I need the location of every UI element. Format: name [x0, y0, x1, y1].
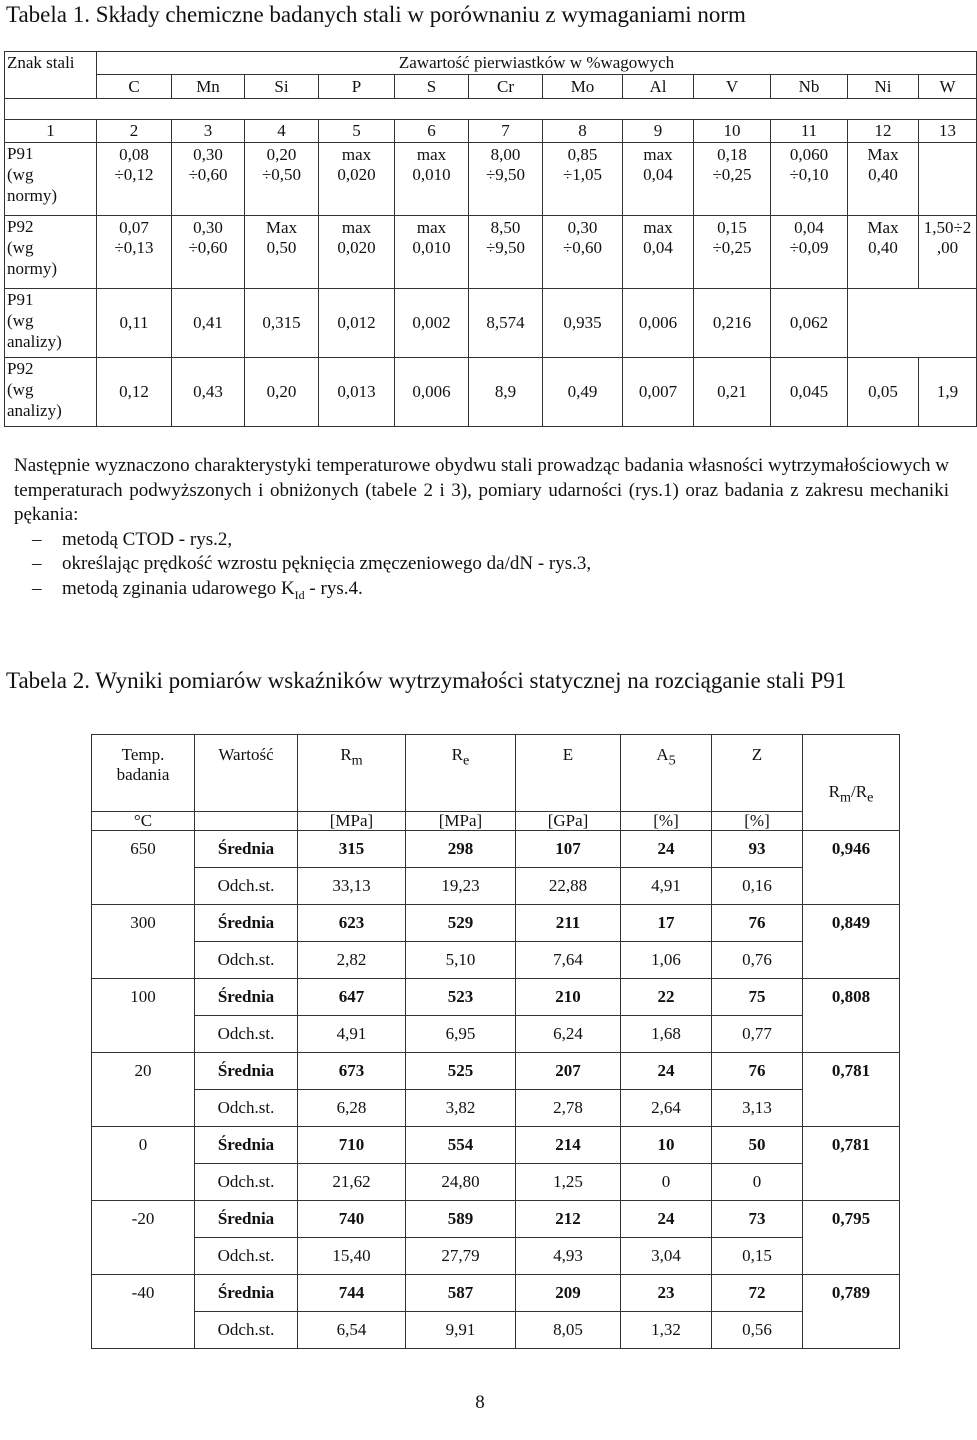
table-row	[92, 979, 900, 1016]
composition-cell: 0,012	[319, 289, 395, 358]
sd-value: 22,88	[516, 868, 621, 905]
table-row	[5, 143, 977, 216]
table-row	[92, 831, 900, 868]
table-row	[92, 1275, 900, 1312]
sd-label: Odch.st.	[195, 1312, 298, 1349]
composition-cell: 8,50 ÷9,50	[469, 216, 543, 289]
composition-cell: 0,013	[319, 358, 395, 427]
element-header: Mn	[172, 75, 245, 99]
unit-cell: [%]	[712, 812, 803, 831]
mean-value: 23	[621, 1275, 712, 1312]
table-row	[92, 1201, 900, 1238]
composition-cell: 8,00 ÷9,50	[469, 143, 543, 216]
mean-label: Średnia	[195, 1275, 298, 1312]
sd-value: 0,76	[712, 942, 803, 979]
sd-value: 8,05	[516, 1312, 621, 1349]
composition-cell: 0,20 ÷0,50	[245, 143, 319, 216]
element-content-header: Zawartość pierwiastków w %wagowych	[97, 52, 977, 75]
column-number: 7	[469, 120, 543, 143]
mean-value: 72	[712, 1275, 803, 1312]
table1-caption: Tabela 1. Składy chemiczne badanych stali w porównaniu z wymaganiami norm	[6, 2, 746, 27]
methods-list	[14, 528, 949, 607]
temperature-cell: 20	[92, 1053, 195, 1090]
temperature-cell-empty	[92, 1312, 195, 1349]
temperature-cell-empty	[92, 1164, 195, 1201]
column-number: 4	[245, 120, 319, 143]
mean-value: 209	[516, 1275, 621, 1312]
ratio-cell-empty	[803, 1238, 900, 1275]
sd-value: 4,91	[621, 868, 712, 905]
ratio-cell-empty	[803, 942, 900, 979]
ratio-cell-empty	[803, 868, 900, 905]
ratio-value: 0,849	[803, 905, 900, 942]
mean-value: 76	[712, 1053, 803, 1090]
composition-cell: Max 0,50	[245, 216, 319, 289]
sd-value: 2,82	[298, 942, 406, 979]
composition-cell: 0,49	[543, 358, 623, 427]
steel-grade-cell: P91 (wg normy)	[5, 143, 97, 216]
re-header: $R_e$	[406, 735, 516, 812]
sd-label: Odch.st.	[195, 1016, 298, 1053]
composition-cell: 0,062	[771, 289, 848, 358]
column-number: 9	[623, 120, 694, 143]
table-row	[92, 1090, 900, 1127]
temperature-cell: 0	[92, 1127, 195, 1164]
steel-grade-cell: P92 (wg analizy)	[5, 358, 97, 427]
sd-label: Odch.st.	[195, 1238, 298, 1275]
sd-label: Odch.st.	[195, 942, 298, 979]
composition-cell: 0,060 ÷0,10	[771, 143, 848, 216]
sd-value: 0,15	[712, 1238, 803, 1275]
element-header: C	[97, 75, 172, 99]
table-row	[92, 1053, 900, 1090]
composition-cell: 0,006	[623, 289, 694, 358]
element-header: P	[319, 75, 395, 99]
composition-cell: 8,574	[469, 289, 543, 358]
element-header: Si	[245, 75, 319, 99]
sd-value: 27,79	[406, 1238, 516, 1275]
column-number: 10	[694, 120, 771, 143]
composition-cell: 0,045	[771, 358, 848, 427]
table-row	[92, 1127, 900, 1164]
mean-value: 207	[516, 1053, 621, 1090]
composition-cell	[919, 143, 977, 216]
rm-header: $R_m$	[298, 735, 406, 812]
mean-value: 523	[406, 979, 516, 1016]
table-row	[92, 868, 900, 905]
composition-cell: 0,15 ÷0,25	[694, 216, 771, 289]
mean-value: 107	[516, 831, 621, 868]
sd-value: 0,16	[712, 868, 803, 905]
steel-grade-cell: P91 (wg analizy)	[5, 289, 97, 358]
column-number: 12	[848, 120, 919, 143]
body-paragraph	[14, 454, 949, 607]
composition-cell: 0,04 ÷0,09	[771, 216, 848, 289]
sd-value: 24,80	[406, 1164, 516, 1201]
composition-cell: 0,41	[172, 289, 245, 358]
sd-value: 1,25	[516, 1164, 621, 1201]
sd-value: 6,28	[298, 1090, 406, 1127]
sd-value: 6,54	[298, 1312, 406, 1349]
ratio-cell-empty	[803, 1312, 900, 1349]
mean-value: 740	[298, 1201, 406, 1238]
composition-cell: 0,43	[172, 358, 245, 427]
temperature-cell-empty	[92, 868, 195, 905]
column-number: 13	[919, 120, 977, 143]
mean-value: 315	[298, 831, 406, 868]
sd-value: 1,68	[621, 1016, 712, 1053]
composition-cell: 0,007	[623, 358, 694, 427]
ratio-value: 0,795	[803, 1201, 900, 1238]
temperature-cell: 650	[92, 831, 195, 868]
unit-cell: [%]	[621, 812, 712, 831]
z-header: Z	[712, 735, 803, 812]
composition-cell: max 0,010	[395, 216, 469, 289]
sd-value: 4,91	[298, 1016, 406, 1053]
sd-value: 6,95	[406, 1016, 516, 1053]
sd-value: 2,64	[621, 1090, 712, 1127]
mean-value: 214	[516, 1127, 621, 1164]
mean-value: 24	[621, 1053, 712, 1090]
element-header: W	[919, 75, 977, 99]
composition-cell: max 0,020	[319, 143, 395, 216]
composition-cell: 0,30 ÷0,60	[172, 143, 245, 216]
temperature-cell: -40	[92, 1275, 195, 1312]
composition-cell: max 0,020	[319, 216, 395, 289]
sd-value: 1,06	[621, 942, 712, 979]
temperature-cell: 300	[92, 905, 195, 942]
composition-cell: 0,12	[97, 358, 172, 427]
sd-label: Odch.st.	[195, 1164, 298, 1201]
sd-value: 21,62	[298, 1164, 406, 1201]
element-header: V	[694, 75, 771, 99]
mean-value: 50	[712, 1127, 803, 1164]
ratio-value: 0,781	[803, 1127, 900, 1164]
sd-value: 4,93	[516, 1238, 621, 1275]
composition-cell: 0,21	[694, 358, 771, 427]
mean-value: 76	[712, 905, 803, 942]
page-number: 8	[475, 1392, 485, 1413]
empty-cell	[848, 289, 977, 358]
mean-label: Średnia	[195, 979, 298, 1016]
composition-cell: 0,935	[543, 289, 623, 358]
table-row	[92, 1164, 900, 1201]
e-header: E	[516, 735, 621, 812]
table-row	[92, 1238, 900, 1275]
mean-value: 211	[516, 905, 621, 942]
composition-cell: 0,315	[245, 289, 319, 358]
temperature-cell-empty	[92, 1016, 195, 1053]
list-item: – metodą CTOD - rys.2,	[14, 528, 949, 553]
chemical-composition-table	[4, 51, 977, 427]
element-header: Cr	[469, 75, 543, 99]
sd-value: 33,13	[298, 868, 406, 905]
table-row	[5, 216, 977, 289]
mean-value: 525	[406, 1053, 516, 1090]
mean-value: 24	[621, 831, 712, 868]
temperature-cell-empty	[92, 1090, 195, 1127]
table-row	[5, 289, 977, 358]
element-header: Mo	[543, 75, 623, 99]
column-number: 6	[395, 120, 469, 143]
mean-value: 93	[712, 831, 803, 868]
composition-cell: 1,50÷2 ,00	[919, 216, 977, 289]
table-row	[92, 905, 900, 942]
mean-label: Średnia	[195, 1127, 298, 1164]
tensile-strength-table	[91, 734, 900, 1349]
column-number: 2	[97, 120, 172, 143]
composition-cell: 0,30 ÷0,60	[172, 216, 245, 289]
header-spacer	[5, 99, 977, 120]
composition-cell: 0,216	[694, 289, 771, 358]
sd-value: 19,23	[406, 868, 516, 905]
table2-caption: Tabela 2. Wyniki pomiarów wskaźników wytrzymałości statycznej na rozciąganie stali P91	[6, 668, 847, 693]
composition-cell: max 0,04	[623, 143, 694, 216]
mean-value: 554	[406, 1127, 516, 1164]
mean-value: 73	[712, 1201, 803, 1238]
mean-label: Średnia	[195, 905, 298, 942]
mean-value: 589	[406, 1201, 516, 1238]
sd-label: Odch.st.	[195, 868, 298, 905]
mean-value: 744	[298, 1275, 406, 1312]
sd-value: 9,91	[406, 1312, 516, 1349]
mean-value: 529	[406, 905, 516, 942]
mean-value: 22	[621, 979, 712, 1016]
column-number: 5	[319, 120, 395, 143]
column-number: 1	[5, 120, 97, 143]
sd-value: 0,77	[712, 1016, 803, 1053]
table-row	[5, 358, 977, 427]
composition-cell: 0,11	[97, 289, 172, 358]
mean-value: 10	[621, 1127, 712, 1164]
column-number: 8	[543, 120, 623, 143]
ratio-value: 0,808	[803, 979, 900, 1016]
composition-cell: max 0,010	[395, 143, 469, 216]
element-header: S	[395, 75, 469, 99]
composition-cell: 0,18 ÷0,25	[694, 143, 771, 216]
table-row	[92, 1312, 900, 1349]
sd-value: 0	[712, 1164, 803, 1201]
element-header: Al	[623, 75, 694, 99]
mean-value: 75	[712, 979, 803, 1016]
composition-cell: 0,85 ÷1,05	[543, 143, 623, 216]
mean-label: Średnia	[195, 1201, 298, 1238]
ratio-value: 0,781	[803, 1053, 900, 1090]
unit-cell: [MPa]	[406, 812, 516, 831]
temperature-cell: -20	[92, 1201, 195, 1238]
sd-label: Odch.st.	[195, 1090, 298, 1127]
sd-value: 0,56	[712, 1312, 803, 1349]
element-header: Nb	[771, 75, 848, 99]
ratio-value: 0,946	[803, 831, 900, 868]
mean-value: 647	[298, 979, 406, 1016]
composition-cell: 1,9	[919, 358, 977, 427]
unit-cell: [GPa]	[516, 812, 621, 831]
ratio-cell-empty	[803, 1164, 900, 1201]
sd-value: 2,78	[516, 1090, 621, 1127]
temperature-cell-empty	[92, 1238, 195, 1275]
composition-cell: 0,08 ÷0,12	[97, 143, 172, 216]
mean-label: Średnia	[195, 1053, 298, 1090]
mean-value: 673	[298, 1053, 406, 1090]
sd-value: 1,32	[621, 1312, 712, 1349]
composition-cell: Max 0,40	[848, 143, 919, 216]
unit-cell	[195, 812, 298, 831]
sd-value: 3,82	[406, 1090, 516, 1127]
value-header: Wartość	[195, 735, 298, 812]
a5-header: $A_5$	[621, 735, 712, 812]
mean-value: 623	[298, 905, 406, 942]
composition-cell: 8,9	[469, 358, 543, 427]
composition-cell: 0,002	[395, 289, 469, 358]
composition-cell: 0,20	[245, 358, 319, 427]
mean-value: 210	[516, 979, 621, 1016]
mean-value: 212	[516, 1201, 621, 1238]
steel-grade-cell: P92 (wg normy)	[5, 216, 97, 289]
temperature-cell: 100	[92, 979, 195, 1016]
ratio-cell-empty	[803, 1090, 900, 1127]
list-item: – określając prędkość wzrostu pęknięcia zmęczeniowego da/dN - rys.3,	[14, 552, 949, 577]
composition-cell: Max 0,40	[848, 216, 919, 289]
column-number: 11	[771, 120, 848, 143]
composition-cell: 0,30 ÷0,60	[543, 216, 623, 289]
mean-value: 710	[298, 1127, 406, 1164]
sd-value: 0	[621, 1164, 712, 1201]
element-header: Ni	[848, 75, 919, 99]
composition-cell: max 0,04	[623, 216, 694, 289]
temperature-cell-empty	[92, 942, 195, 979]
composition-cell: 0,006	[395, 358, 469, 427]
table-row	[92, 942, 900, 979]
mean-label: Średnia	[195, 831, 298, 868]
sd-value: 6,24	[516, 1016, 621, 1053]
mean-value: 587	[406, 1275, 516, 1312]
list-item: – metodą zginania udarowego $K_{Id} - rys.4$.	[14, 577, 949, 607]
mean-value: 298	[406, 831, 516, 868]
temperature-header: Temp. badania	[92, 735, 195, 812]
unit-cell: [MPa]	[298, 812, 406, 831]
composition-cell: 0,07 ÷0,13	[97, 216, 172, 289]
ratio-value: 0,789	[803, 1275, 900, 1312]
unit-cell: °C	[92, 812, 195, 831]
mean-value: 17	[621, 905, 712, 942]
sd-value: 3,13	[712, 1090, 803, 1127]
sd-value: 15,40	[298, 1238, 406, 1275]
mean-value: 24	[621, 1201, 712, 1238]
sd-value: 5,10	[406, 942, 516, 979]
intro-text: Następnie wyznaczono charakterystyki temperaturowe obydwu stali prowadząc badania własności wytrzymałościowych w temperaturach podwyższonych i obniżonych (tabele 2 i 3), pomiary udarności (rys.1) oraz badania z zakresu mechaniki pękania:	[14, 455, 949, 525]
column-number: 3	[172, 120, 245, 143]
ratio-cell-empty	[803, 1016, 900, 1053]
steel-grade-header: Znak stali	[5, 52, 97, 99]
composition-cell: 0,05	[848, 358, 919, 427]
sd-value: 3,04	[621, 1238, 712, 1275]
sd-value: 7,64	[516, 942, 621, 979]
ratio-header: $R_m/R_e$	[803, 735, 900, 831]
table-row	[92, 1016, 900, 1053]
